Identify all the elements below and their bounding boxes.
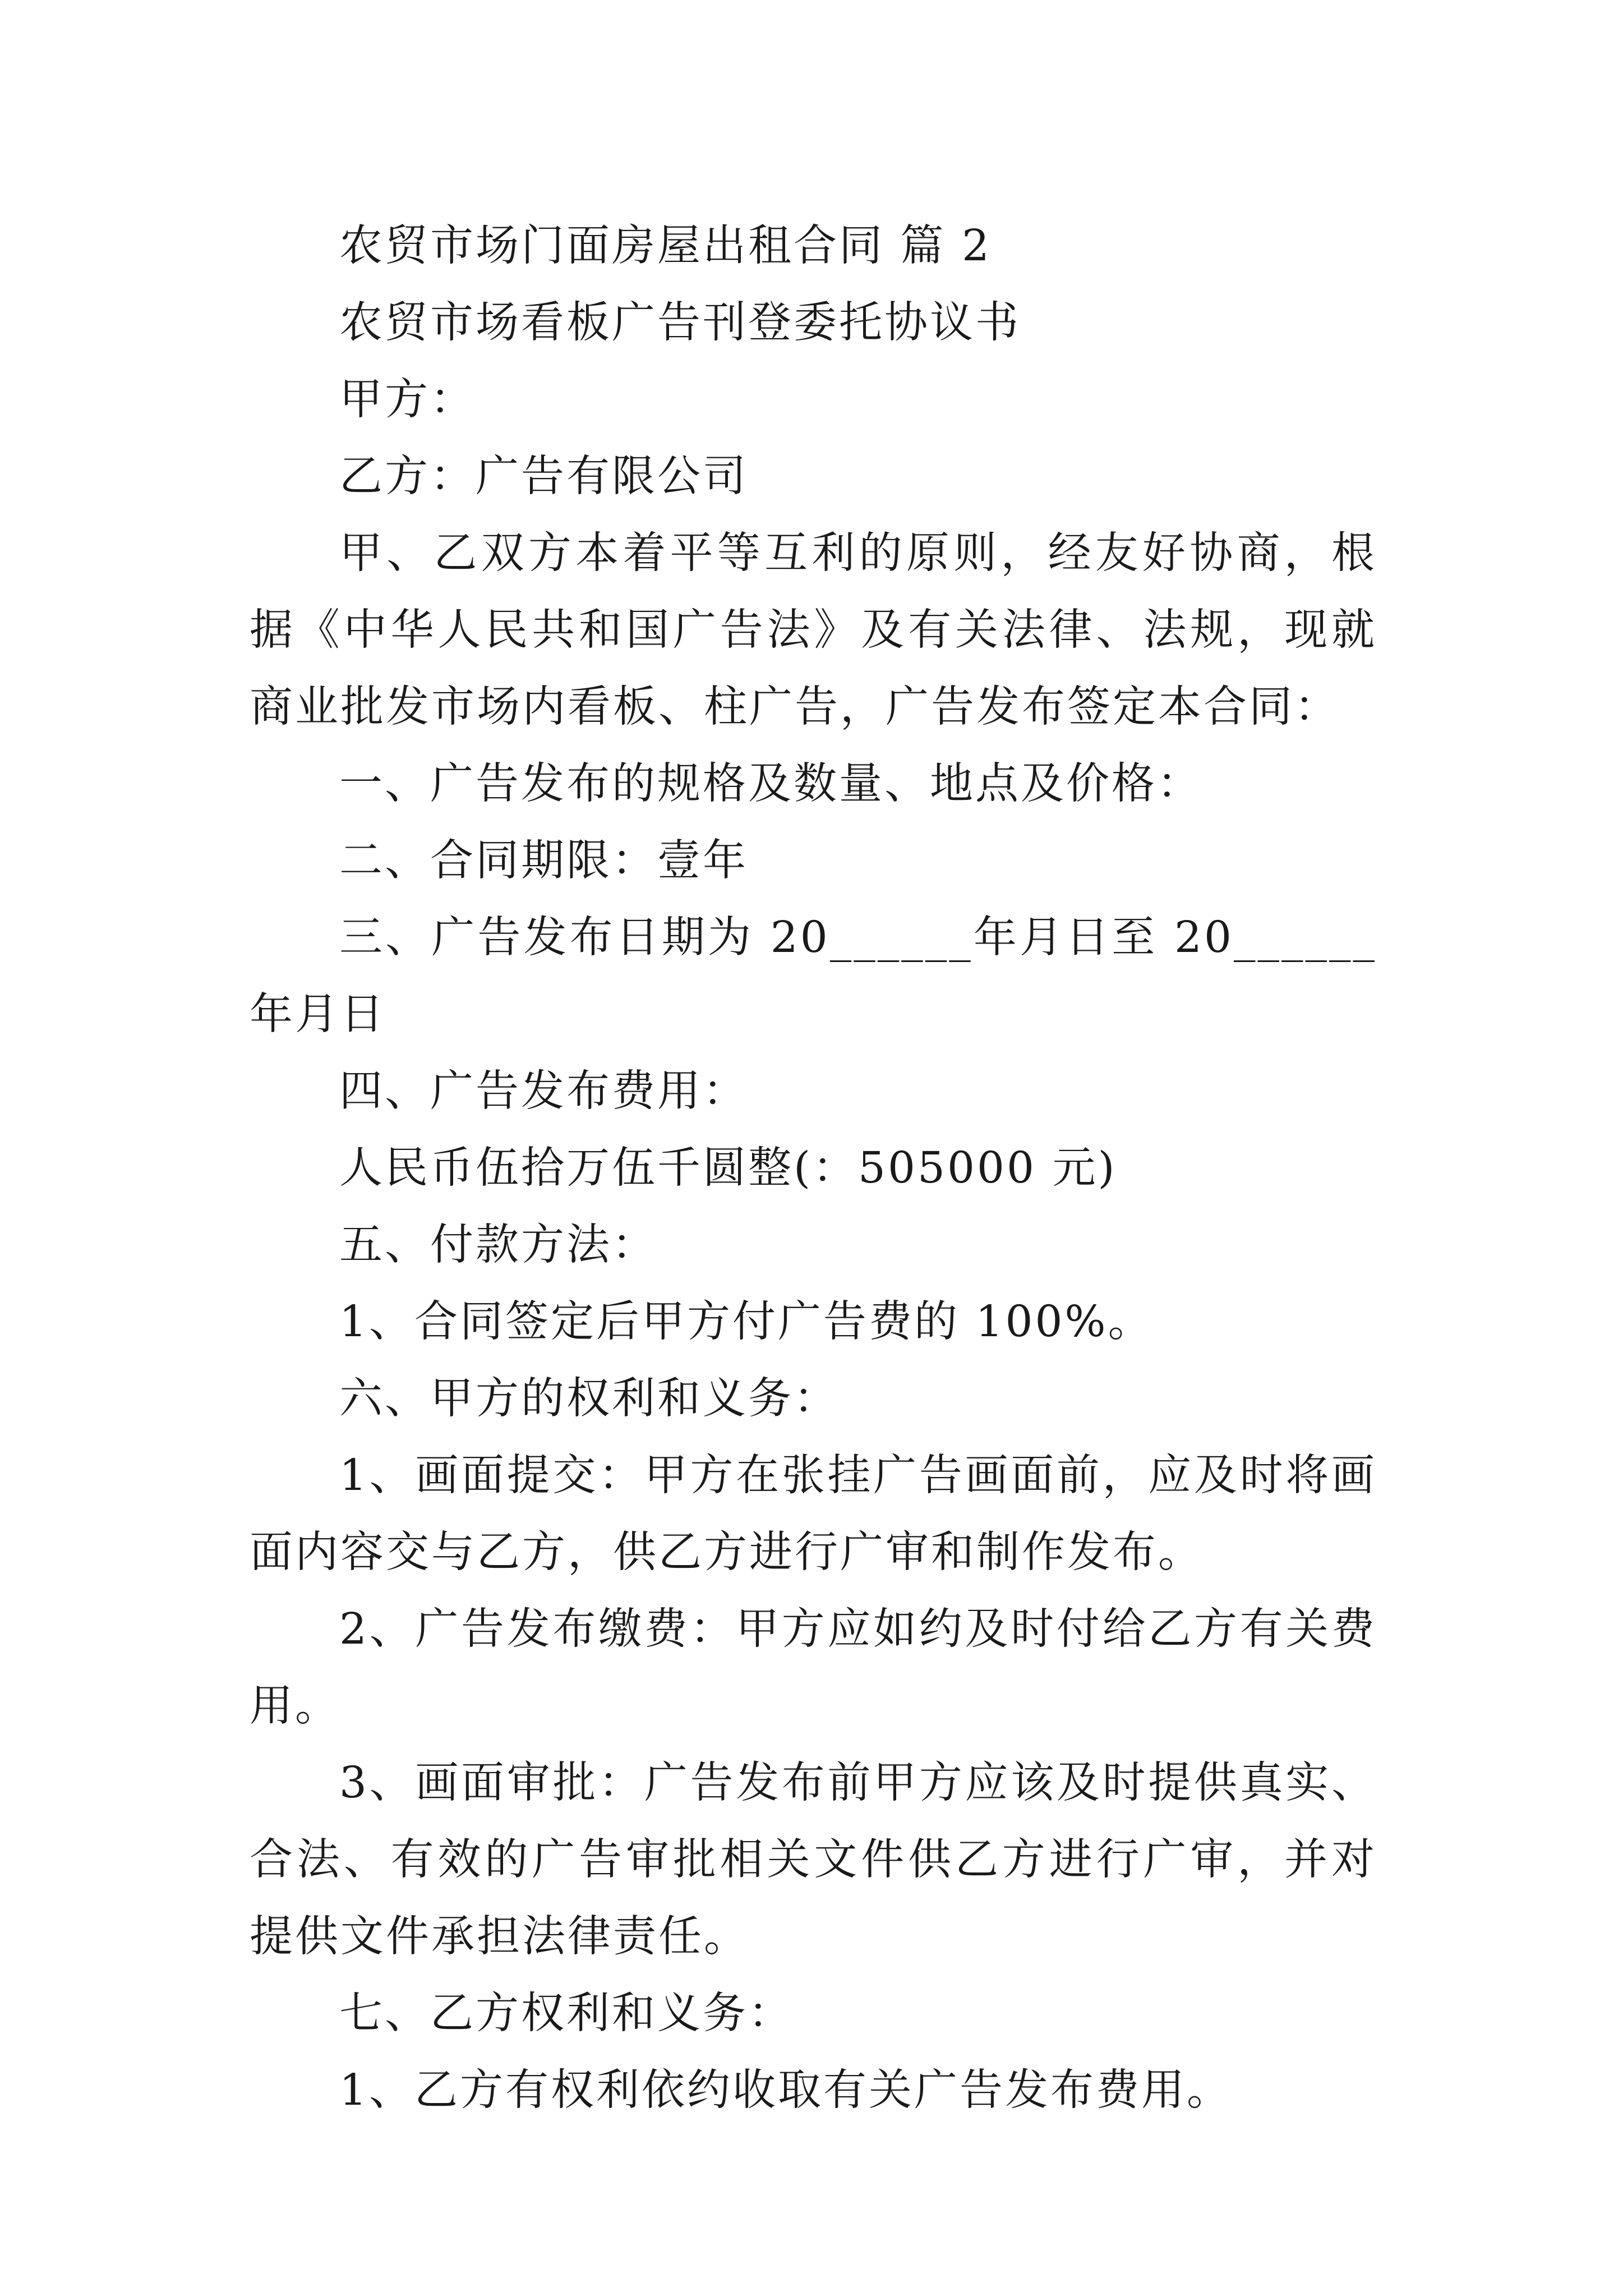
paragraph: 人民币伍拾万伍千圆整(：505000 元) [339,1143,1117,1193]
paragraph: 农贸市场门面房屋出租合同 篇 2 [339,221,992,271]
paragraph: 四、广告发布费用： [339,1066,748,1116]
paragraph: 1、乙方有权利依约收取有关广告发布费用。 [339,2065,1232,2115]
paragraph: 1、画面提交：甲方在张挂广告画面前，应及时将画面内容交与乙方，供乙方进行广审和制作发布。 [250,1451,1377,1577]
paragraph: 六、甲方的权利和义务： [339,1374,839,1424]
paragraph: 3、画面审批：广告发布前甲方应该及时提供真实、合法、有效的广告审批相关文件供乙方进行广审，并对提供文件承担法律责任。 [250,1758,1377,1962]
paragraph: 2、广告发布缴费：甲方应如约及时付给乙方有关费用。 [250,1604,1377,1731]
paragraph: 甲、乙双方本着平等互利的原则，经友好协商，根据《中华人民共和国广告法》及有关法律、法规，现就商业批发市场内看板、柱广告，广告发布签定本合同： [250,528,1377,732]
document-body [250,208,1377,2129]
paragraph: 1、合同签定后甲方付广告费的 100%。 [339,1297,1154,1347]
paragraph: 二、合同期限：壹年 [339,836,748,886]
paragraph: 七、乙方权利和义务： [339,1989,794,2039]
paragraph: 一、广告发布的规格及数量、地点及价格： [339,759,1202,809]
paragraph: 甲方： [339,375,476,425]
paragraph: 乙方：广告有限公司 [339,452,748,501]
paragraph: 三、广告发布日期为 20______年月日至 20______年月日 [250,913,1377,1039]
paragraph: 农贸市场看板广告刊登委托协议书 [339,298,1021,348]
paragraph: 五、付款方法： [339,1220,657,1270]
